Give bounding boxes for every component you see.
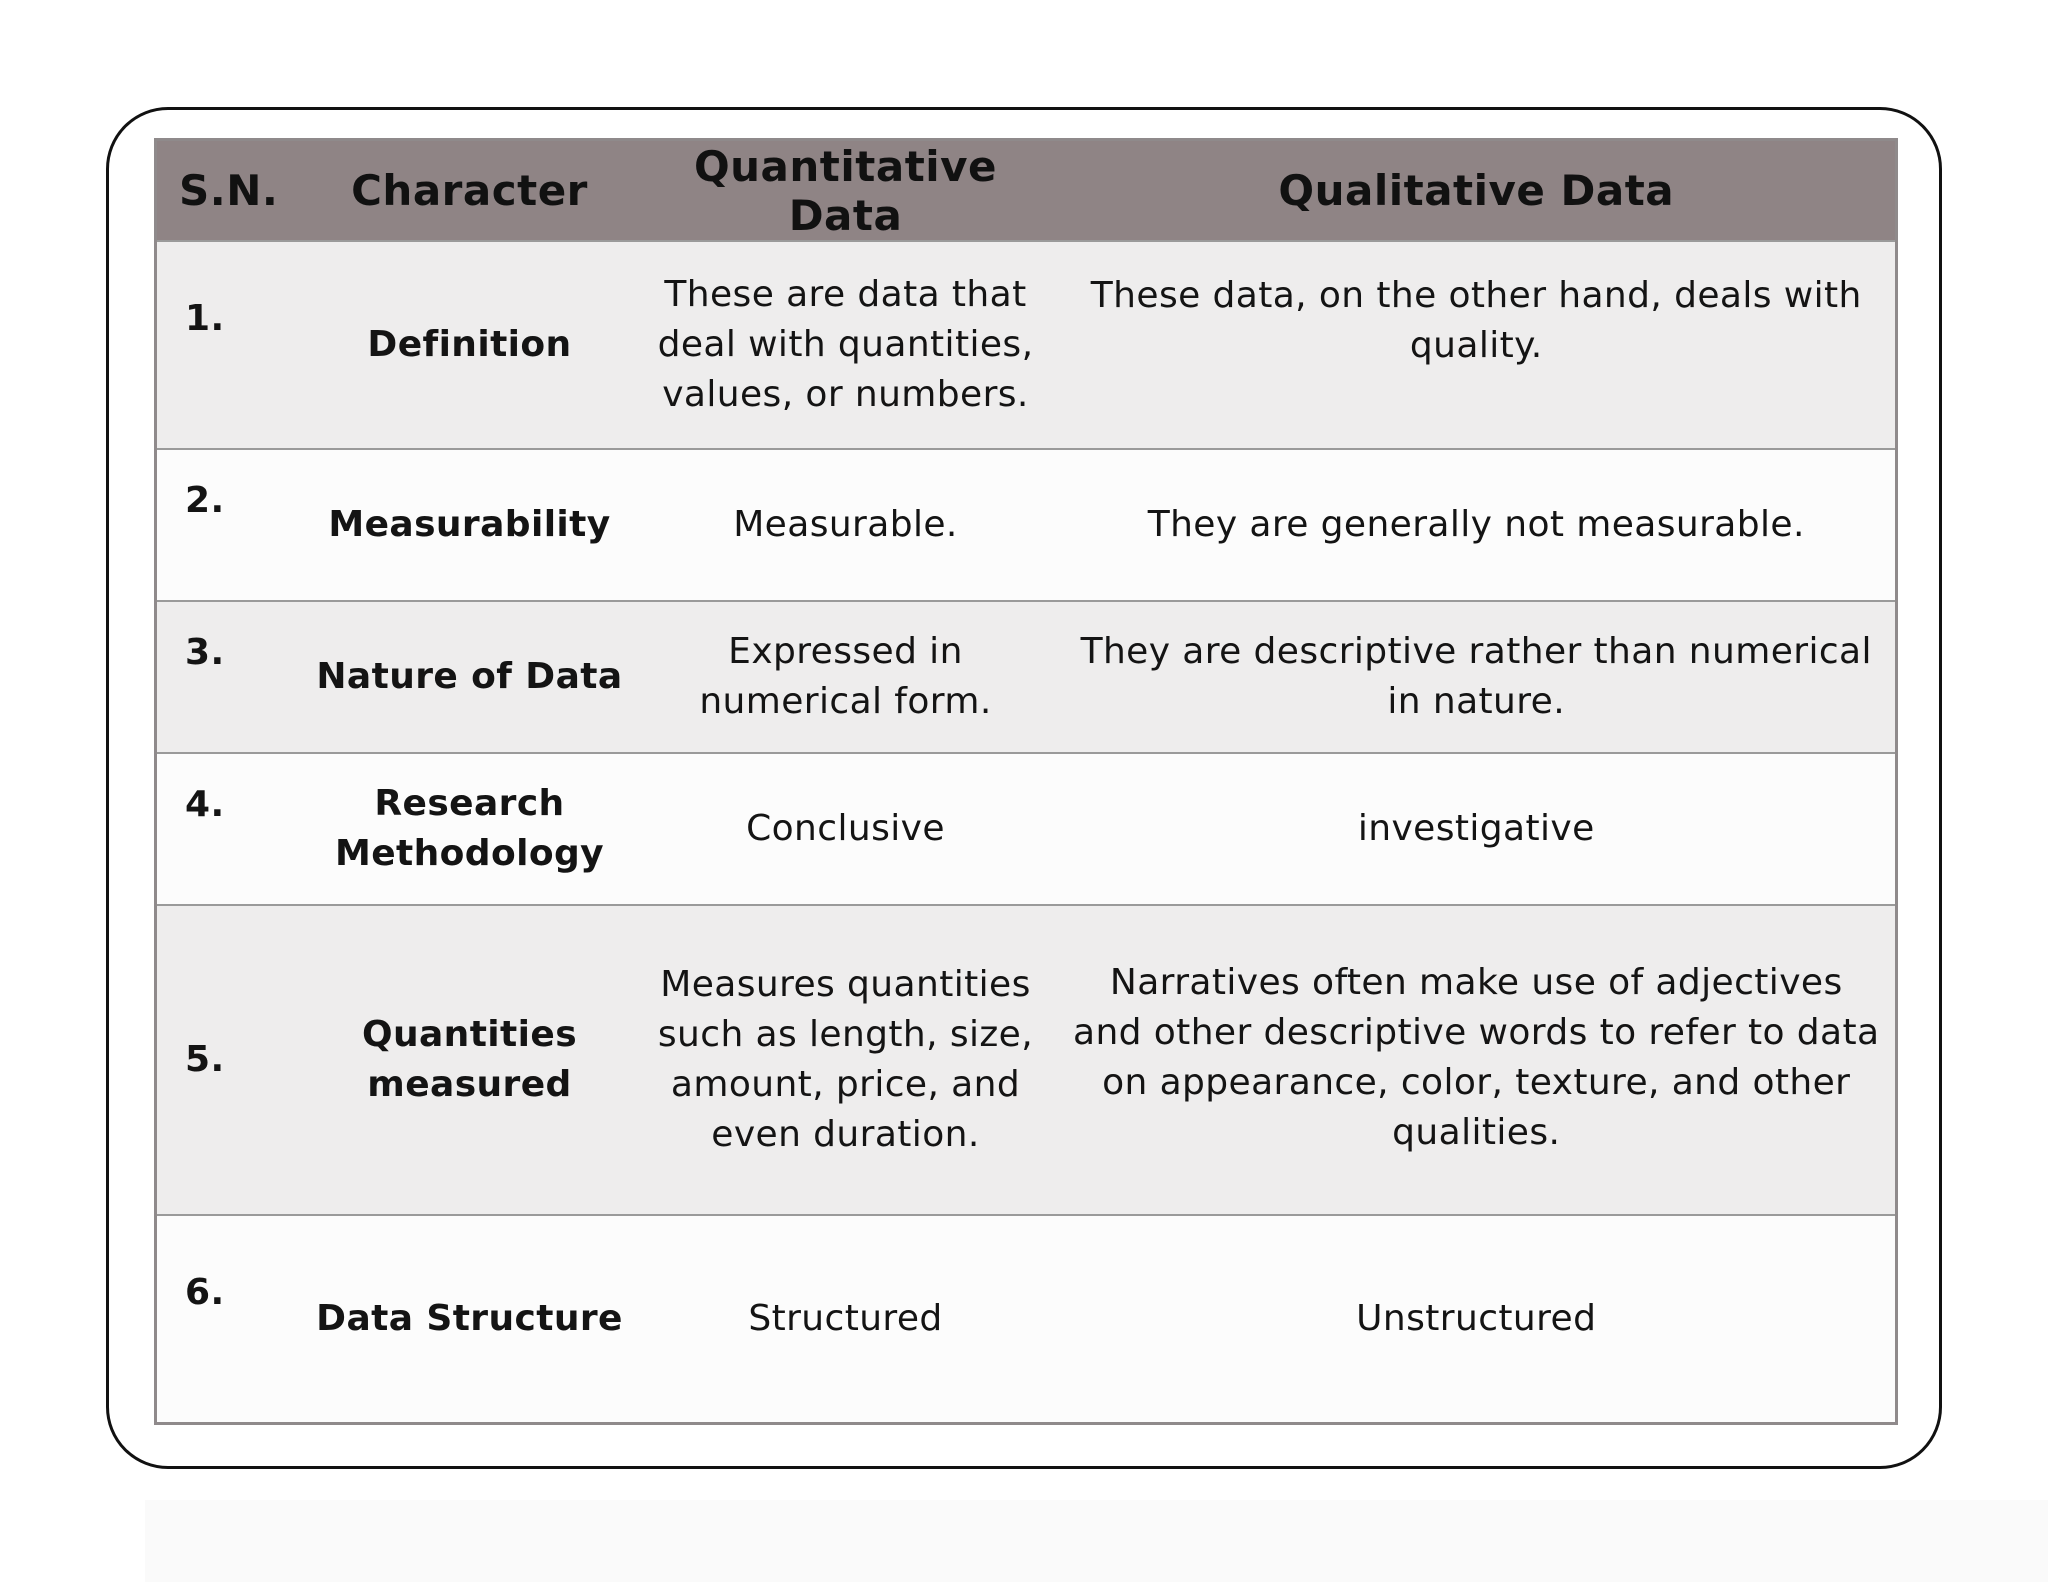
row-quantitative: Conclusive [634, 753, 1058, 905]
row-sn: 1. [156, 241, 306, 449]
row-qualitative: Unstructured [1058, 1215, 1897, 1423]
header-quantitative: Quantitative Data [634, 140, 1058, 242]
row-sn: 5. [156, 905, 306, 1215]
header-qualitative: Qualitative Data [1058, 140, 1897, 242]
row-qualitative: investigative [1058, 753, 1897, 905]
table-row [156, 753, 1897, 905]
row-qualitative: They are generally not measurable. [1058, 449, 1897, 601]
row-character: Nature of Data [306, 601, 634, 753]
row-character: Quantities measured [306, 905, 634, 1215]
table-row [156, 241, 1897, 449]
table-body [156, 241, 1897, 1423]
row-quantitative: These are data that deal with quantities, values, or numbers. [634, 241, 1058, 449]
page-bottom-shade [145, 1500, 2048, 1582]
row-character: Definition [306, 241, 634, 449]
row-sn: 3. [156, 601, 306, 753]
row-quantitative: Expressed in numerical form. [634, 601, 1058, 753]
row-character: Data Structure [306, 1215, 634, 1423]
header-character: Character [306, 140, 634, 242]
row-qualitative: They are descriptive rather than numerical in nature. [1058, 601, 1897, 753]
table-row [156, 1215, 1897, 1423]
table-row [156, 449, 1897, 601]
table-header [156, 140, 1897, 242]
row-sn: 6. [156, 1215, 306, 1423]
header-row [156, 140, 1897, 242]
header-sn: S.N. [156, 140, 306, 242]
comparison-table [154, 138, 1898, 1425]
row-sn: 4. [156, 753, 306, 905]
table-row [156, 905, 1897, 1215]
row-character: Research Methodology [306, 753, 634, 905]
row-quantitative: Measurable. [634, 449, 1058, 601]
row-quantitative: Measures quantities such as length, size, amount, price, and even duration. [634, 905, 1058, 1215]
row-qualitative: Narratives often make use of adjectives and other descriptive words to refer to data on appearance, color, texture, and other qualities. [1058, 905, 1897, 1215]
row-character: Measurability [306, 449, 634, 601]
row-qualitative: These data, on the other hand, deals with quality. [1058, 241, 1897, 449]
row-sn: 2. [156, 449, 306, 601]
table-row [156, 601, 1897, 753]
row-quantitative: Structured [634, 1215, 1058, 1423]
